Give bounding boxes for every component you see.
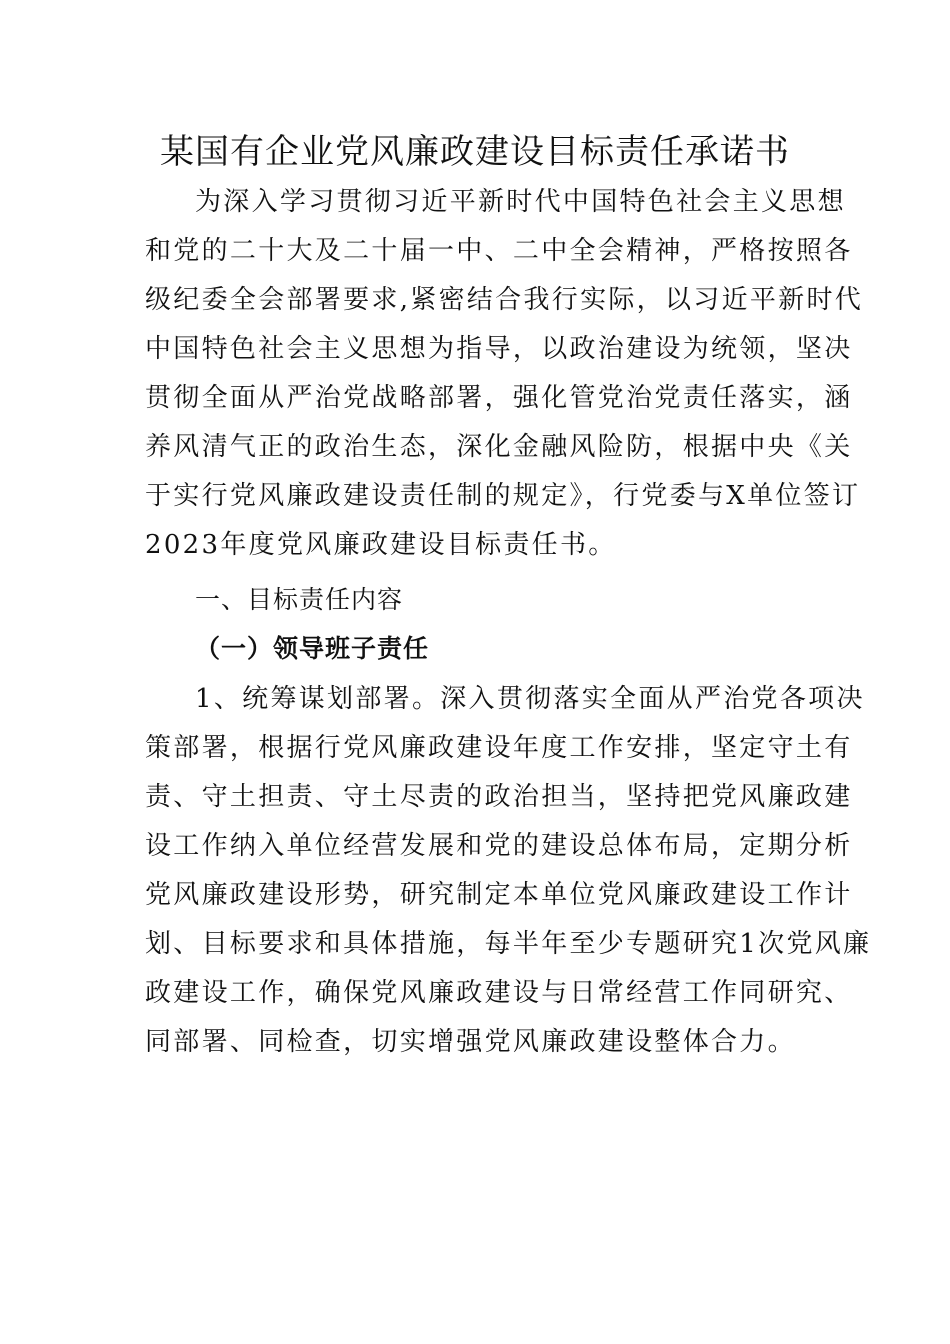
paragraph-line: 策部署，根据行党风廉政建设年度工作安排，坚定守土有: [145, 733, 853, 763]
paragraph-line: 贯彻全面从严治党战略部署，强化管党治党责任落实，涵: [145, 383, 853, 413]
subsection-heading: （一）领导班子责任: [195, 634, 430, 663]
paragraph-line: 设工作纳入单位经营发展和党的建设总体布局，定期分析: [145, 831, 853, 861]
section-heading: 一、目标责任内容: [195, 585, 404, 614]
paragraph-line: 责、守土担责、守土尽责的政治担当，坚持把党风廉政建: [145, 782, 853, 812]
paragraph-line: 政建设工作，确保党风廉政建设与日常经营工作同研究、: [145, 978, 853, 1008]
item-1-paragraph: [145, 675, 872, 1067]
paragraph-line: 党风廉政建设形势，研究制定本单位党风廉政建设工作计: [145, 880, 853, 910]
paragraph-line: 2023年度党风廉政建设目标责任书。: [145, 530, 617, 560]
intro-paragraph: [145, 178, 864, 570]
paragraph-line: 中国特色社会主义思想为指导，以政治建设为统领，坚决: [145, 334, 853, 364]
paragraph-line: 和党的二十大及二十届一中、二中全会精神，严格按照各: [145, 236, 853, 266]
paragraph-line: 为深入学习贯彻习近平新时代中国特色社会主义思想: [195, 187, 846, 217]
paragraph-line: 级纪委全会部署要求,紧密结合我行实际，以习近平新时代: [145, 285, 864, 315]
paragraph-line: 于实行党风廉政建设责任制的规定》，行党委与X单位签订: [145, 481, 861, 511]
paragraph-line: 同部署、同检查，切实增强党风廉政建设整体合力。: [145, 1027, 796, 1057]
paragraph-line: 划、目标要求和具体措施，每半年至少专题研究1次党风廉: [145, 929, 872, 959]
paragraph-line: 养风清气正的政治生态，深化金融风险防，根据中央《关: [145, 432, 853, 462]
paragraph-line: 1、统筹谋划部署。深入贯彻落实全面从严治党各项决: [195, 684, 865, 714]
document-title: 某国有企业党风廉政建设目标责任承诺书: [160, 132, 790, 172]
